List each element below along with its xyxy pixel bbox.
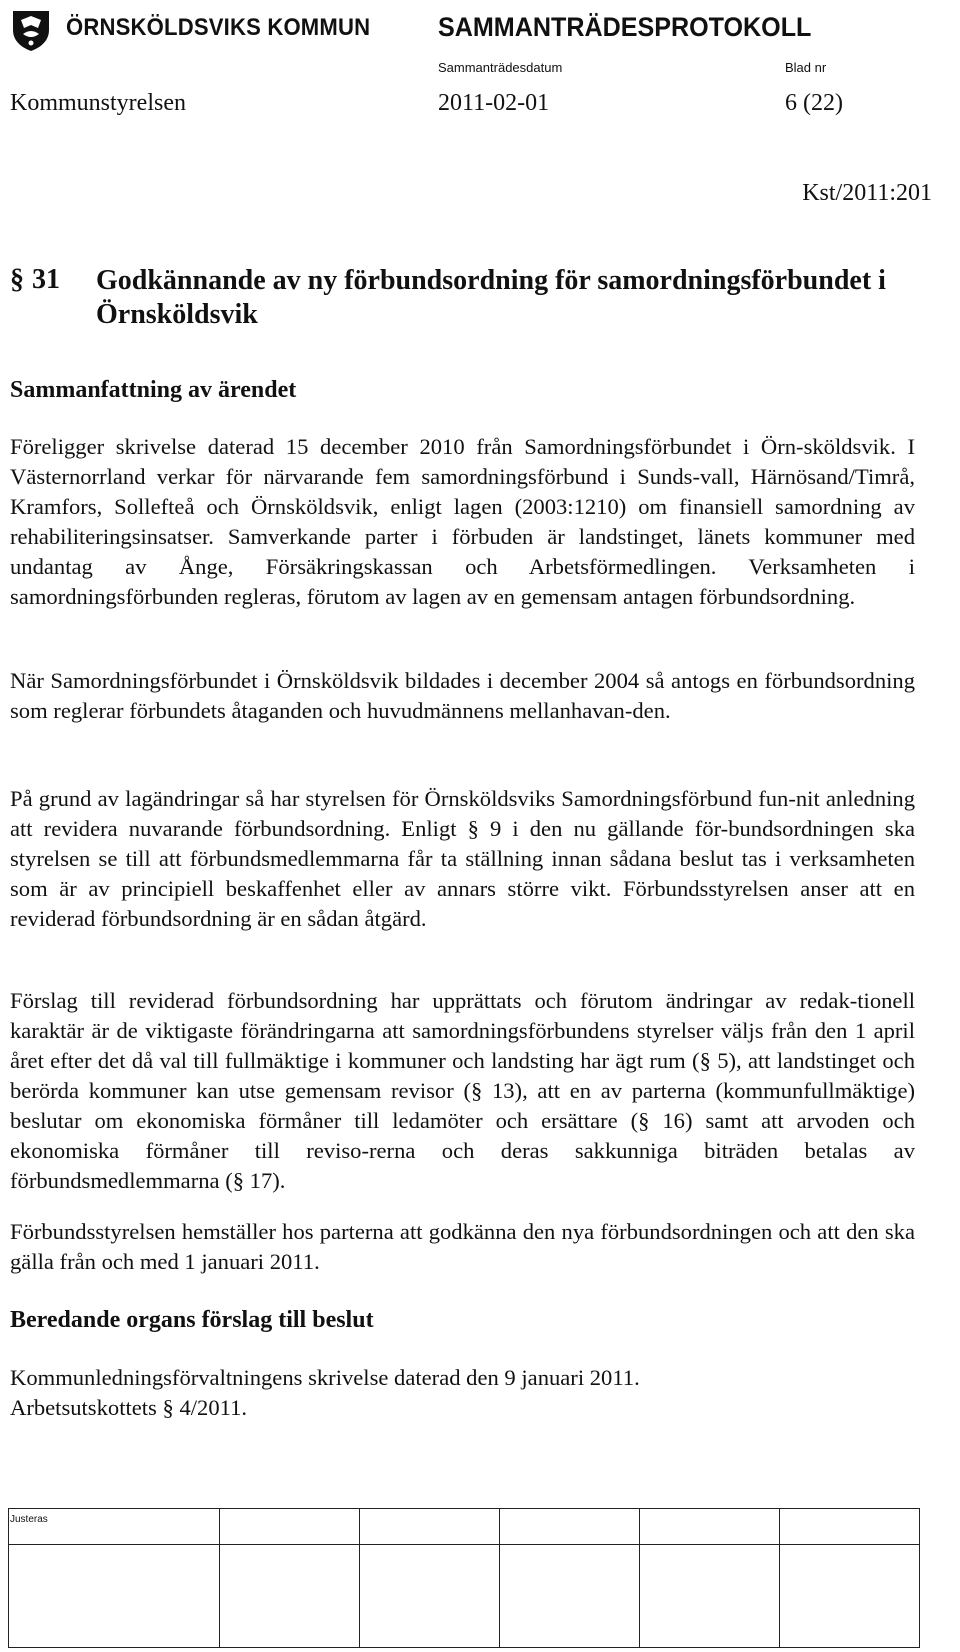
summary-paragraph-3: På grund av lagändringar så har styrelsen för Örnsköldsviks Samordningsförbund fun-nit anledning att revidera nuvarande förbundsordning. Enligt § 9 i den nu gällande för-bundsordningen ska styrelsen se till att förbundsmedlemmarna får ta ställning innan sådana beslut tas i verksamheten som är av principiell beskaffenhet eller av annars större vikt. Förbundsstyrelsen anser att en reviderad förbundsordning är en sådan åtgärd. <box>10 786 915 931</box>
justeras-label: Justeras <box>10 1514 48 1525</box>
signature-cell <box>500 1509 640 1545</box>
signature-cell <box>360 1509 500 1545</box>
paragraph-title: Godkännande av ny förbundsordning för samordningsförbundet i Örnsköldsvik <box>96 265 886 330</box>
governing-body: Kommunstyrelsen <box>10 90 186 116</box>
signature-cell <box>220 1509 360 1545</box>
organization-name: ÖRNSKÖLDSVIKS KOMMUN <box>66 14 371 41</box>
paragraph-sign: § <box>10 264 24 295</box>
signature-cell <box>220 1545 360 1648</box>
proposal-line-2: Arbetsutskottets § 4/2011. <box>10 1395 248 1420</box>
summary-paragraph-2: När Samordningsförbundet i Örnsköldsvik bildades i december 2004 så antogs en förbundsordning som reglerar förbundets åtaganden och huvudmännens mellanhavan-den. <box>10 668 915 723</box>
signature-cell <box>9 1545 220 1648</box>
summary-paragraph-5: Förbundsstyrelsen hemställer hos parterna att godkänna den nya förbundsordningen och att den ska gälla från och med 1 januari 2011. <box>10 1219 915 1274</box>
proposal-line-1: Kommunledningsförvaltningens skrivelse daterad den 9 januari 2011. <box>10 1365 640 1390</box>
summary-heading: Sammanfattning av ärendet <box>10 377 297 403</box>
signature-cell <box>500 1545 640 1648</box>
signature-table <box>8 1508 920 1648</box>
paragraph-number: 31 <box>32 264 60 295</box>
meeting-date-label: Sammanträdesdatum <box>438 60 563 75</box>
document-type: SAMMANTRÄDESPROTOKOLL <box>438 12 812 42</box>
page-number: 6 (22) <box>785 90 843 116</box>
signature-cell <box>360 1545 500 1648</box>
signature-cell <box>780 1545 920 1648</box>
proposal-heading: Beredande organs förslag till beslut <box>10 1307 374 1333</box>
case-number: Kst/2011:201 <box>802 180 932 206</box>
signature-cell <box>640 1545 780 1648</box>
signature-cell <box>640 1509 780 1545</box>
meeting-date: 2011-02-01 <box>438 90 550 116</box>
summary-paragraph-1: Föreligger skrivelse daterad 15 december 2010 från Samordningsförbundet i Örn-sköldsvik. I Västernorrland verkar för närvarande fem samordningsförbund i Sunds-vall, Härnösand/Timrå, Kramfors, Sollefteå och Örnsköldsvik, enligt lagen (2003:1210) om finansiell samordning av rehabiliteringsinsatser. Samverkande parter i förbuden är landstinget, länets kommuner med undantag av Ånge, Försäkringskassan och Arbetsförmedlingen. Verksamheten i samordningsförbunden regleras, förutom av lagen av en gemensam antagen förbundsordning. <box>10 434 915 609</box>
page-number-label: Blad nr <box>785 60 827 75</box>
summary-paragraph-4: Förslag till reviderad förbundsordning har upprättats och förutom ändringar av redak-tionell karaktär är de viktigaste förändringarna att samordningsförbundens styrelser väljs från den 1 april året efter det då val till fullmäktige i kommuner och landsting har ägt rum (§ 5), att landstinget och berörda kommuner kan utse gemensam revisor (§ 13), att en av parterna (kommunfullmäktige) beslutar om ekonomiska förmåner till ledamöter och ersättare (§ 16) samt att arvoden och ekonomiska förmåner till reviso-rerna och deras sakkunniga biträden betalas av förbundsmedlemmarna (§ 17). <box>10 988 915 1193</box>
signature-cell <box>780 1509 920 1545</box>
municipal-coat-of-arms-icon <box>9 8 53 52</box>
